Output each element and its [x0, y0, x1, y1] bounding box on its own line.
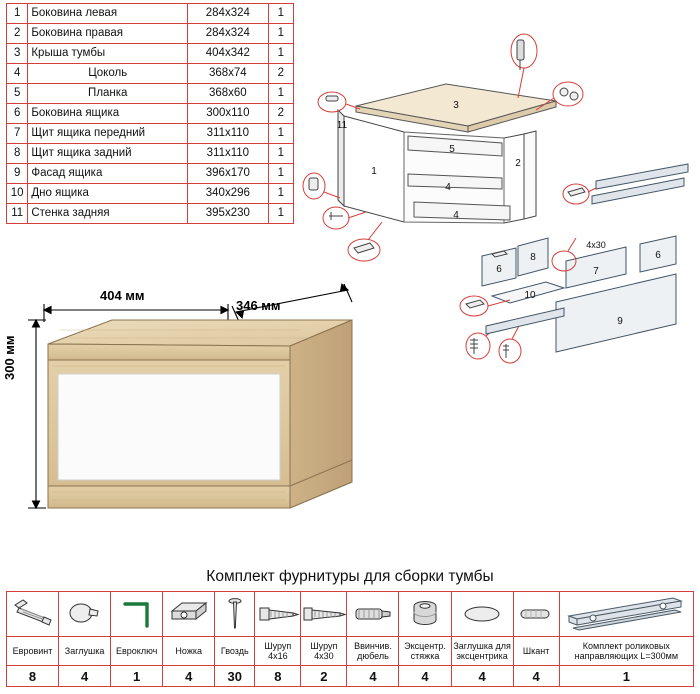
table-row [7, 184, 294, 204]
hardware-name: Евроключ [111, 637, 163, 666]
callout-top-panel: 3 [453, 100, 459, 111]
part-name: Боковина ящика [28, 104, 188, 124]
part-quantity: 1 [268, 84, 293, 104]
hardware-icon-cell [163, 592, 215, 637]
table-row [7, 4, 294, 24]
part-dimension: 284х324 [188, 4, 268, 24]
part-name: Дно ящика [28, 184, 188, 204]
cap-plug-icon [59, 592, 110, 636]
part-quantity: 1 [268, 204, 293, 224]
table-row [7, 124, 294, 144]
part-number: 9 [7, 164, 28, 184]
table-row [7, 204, 294, 224]
hardware-count: 4 [163, 666, 215, 687]
parts-table-body [7, 4, 294, 224]
hardware-count: 30 [215, 666, 255, 687]
part-dimension: 368х60 [188, 84, 268, 104]
hardware-name: Шуруп 4х16 [255, 637, 301, 666]
part-name: Крыша тумбы [28, 44, 188, 64]
part-dimension: 396х170 [188, 164, 268, 184]
hardware-name: Шуруп 4х30 [301, 637, 347, 666]
part-quantity: 1 [268, 184, 293, 204]
hardware-icon-cell [559, 592, 693, 637]
part-name: Стенка задняя [28, 204, 188, 224]
nail-icon [215, 592, 254, 636]
hardware-icon-cell [215, 592, 255, 637]
part-quantity: 1 [268, 124, 293, 144]
callout-screw-size: 4х30 [586, 240, 606, 250]
part-quantity: 1 [268, 44, 293, 64]
hardware-icon-cell [7, 592, 59, 637]
cam-lock-icon [399, 592, 450, 636]
height-dimension-label: 300 мм [2, 335, 17, 380]
hardware-count: 8 [7, 666, 59, 687]
cam-cover-icon [452, 592, 513, 636]
table-row [7, 164, 294, 184]
part-quantity: 2 [268, 104, 293, 124]
part-number: 4 [7, 64, 28, 84]
hardware-name: Гвоздь [215, 637, 255, 666]
part-number: 2 [7, 24, 28, 44]
hardware-count: 4 [513, 666, 559, 687]
screw-in-dowel-icon [347, 592, 398, 636]
callout-drawer-front: 7 [593, 266, 599, 277]
dimensioned-cabinet-view [0, 270, 380, 560]
callout-drawer-side-left: 6 [496, 264, 502, 275]
hardware-icon-cell [59, 592, 111, 637]
part-number: 6 [7, 104, 28, 124]
roller-slides-icon [560, 592, 693, 636]
callout-drawer-facade: 9 [617, 316, 623, 327]
part-dimension: 300х110 [188, 104, 268, 124]
wooden-dowel-icon [514, 592, 559, 636]
callout-plinth-bottom: 4 [453, 210, 459, 221]
part-name: Щит ящика задний [28, 144, 188, 164]
table-row [7, 64, 294, 84]
hardware-name: Ввинчив. дюбель [347, 637, 399, 666]
table-row [7, 24, 294, 44]
part-name: Фасад ящика [28, 164, 188, 184]
hardware-icon-cell [255, 592, 301, 637]
hardware-name: Шкант [513, 637, 559, 666]
hardware-count: 8 [255, 666, 301, 687]
part-dimension: 284х324 [188, 24, 268, 44]
callout-left-side: 1 [371, 166, 377, 177]
part-quantity: 1 [268, 4, 293, 24]
euro-screw-icon [7, 592, 58, 636]
hardware-count: 1 [111, 666, 163, 687]
furniture-leg-icon [163, 592, 214, 636]
part-name: Планка [28, 84, 188, 104]
hardware-icon-cell [513, 592, 559, 637]
part-name: Щит ящика передний [28, 124, 188, 144]
screw-4x30-icon [301, 592, 346, 636]
hardware-count: 4 [451, 666, 513, 687]
hardware-name: Заглушка [59, 637, 111, 666]
part-dimension: 404х342 [188, 44, 268, 64]
part-dimension: 311х110 [188, 124, 268, 144]
part-quantity: 2 [268, 64, 293, 84]
depth-dimension-label: 346 мм [236, 298, 281, 313]
hardware-count: 4 [59, 666, 111, 687]
callout-right-side: 2 [515, 158, 521, 169]
part-number: 11 [7, 204, 28, 224]
part-quantity: 1 [268, 144, 293, 164]
callout-plank: 5 [449, 144, 455, 155]
part-name: Цоколь [28, 64, 188, 84]
part-dimension: 368х74 [188, 64, 268, 84]
part-number: 8 [7, 144, 28, 164]
part-number: 7 [7, 124, 28, 144]
hardware-counts-row [7, 666, 694, 687]
part-dimension: 311х110 [188, 144, 268, 164]
part-dimension: 395х230 [188, 204, 268, 224]
table-row [7, 44, 294, 64]
part-quantity: 1 [268, 24, 293, 44]
hardware-section-title: Комплект фурнитуры для сборки тумбы [206, 568, 494, 585]
callout-drawer-back: 8 [530, 252, 536, 263]
table-row [7, 104, 294, 124]
part-dimension: 340х296 [188, 184, 268, 204]
part-number: 1 [7, 4, 28, 24]
part-quantity: 1 [268, 164, 293, 184]
part-number: 3 [7, 44, 28, 64]
hardware-icon-cell [111, 592, 163, 637]
callout-drawer-side-right: 6 [655, 250, 661, 261]
hardware-name: Эксцентр. стяжка [399, 637, 451, 666]
hardware-names-row [7, 637, 694, 666]
callout-back-wall: 11 [336, 120, 348, 131]
hardware-icon-cell [301, 592, 347, 637]
callout-plinth-top: 4 [445, 182, 451, 193]
hardware-name: Евровинт [7, 637, 59, 666]
part-number: 10 [7, 184, 28, 204]
hardware-name: Заглушка для эксцентрика [451, 637, 513, 666]
parts-table [6, 3, 294, 224]
width-dimension-label: 404 мм [100, 288, 145, 303]
screw-4x16-icon [255, 592, 300, 636]
hardware-count: 4 [347, 666, 399, 687]
part-name: Боковина левая [28, 4, 188, 24]
part-name: Боковина правая [28, 24, 188, 44]
table-row [7, 144, 294, 164]
allen-key-icon [111, 592, 162, 636]
hardware-name: Ножка [163, 637, 215, 666]
hardware-count: 1 [559, 666, 693, 687]
hardware-icons-row [7, 592, 694, 637]
hardware-icon-cell [399, 592, 451, 637]
hardware-icon-cell [451, 592, 513, 637]
table-row [7, 84, 294, 104]
part-number: 5 [7, 84, 28, 104]
hardware-count: 4 [399, 666, 451, 687]
callout-drawer-bottom: 10 [524, 290, 536, 301]
hardware-name: Комплект роликовых направляющих L=300мм [559, 637, 693, 666]
hardware-icon-cell [347, 592, 399, 637]
hardware-table [6, 591, 694, 687]
hardware-count: 2 [301, 666, 347, 687]
